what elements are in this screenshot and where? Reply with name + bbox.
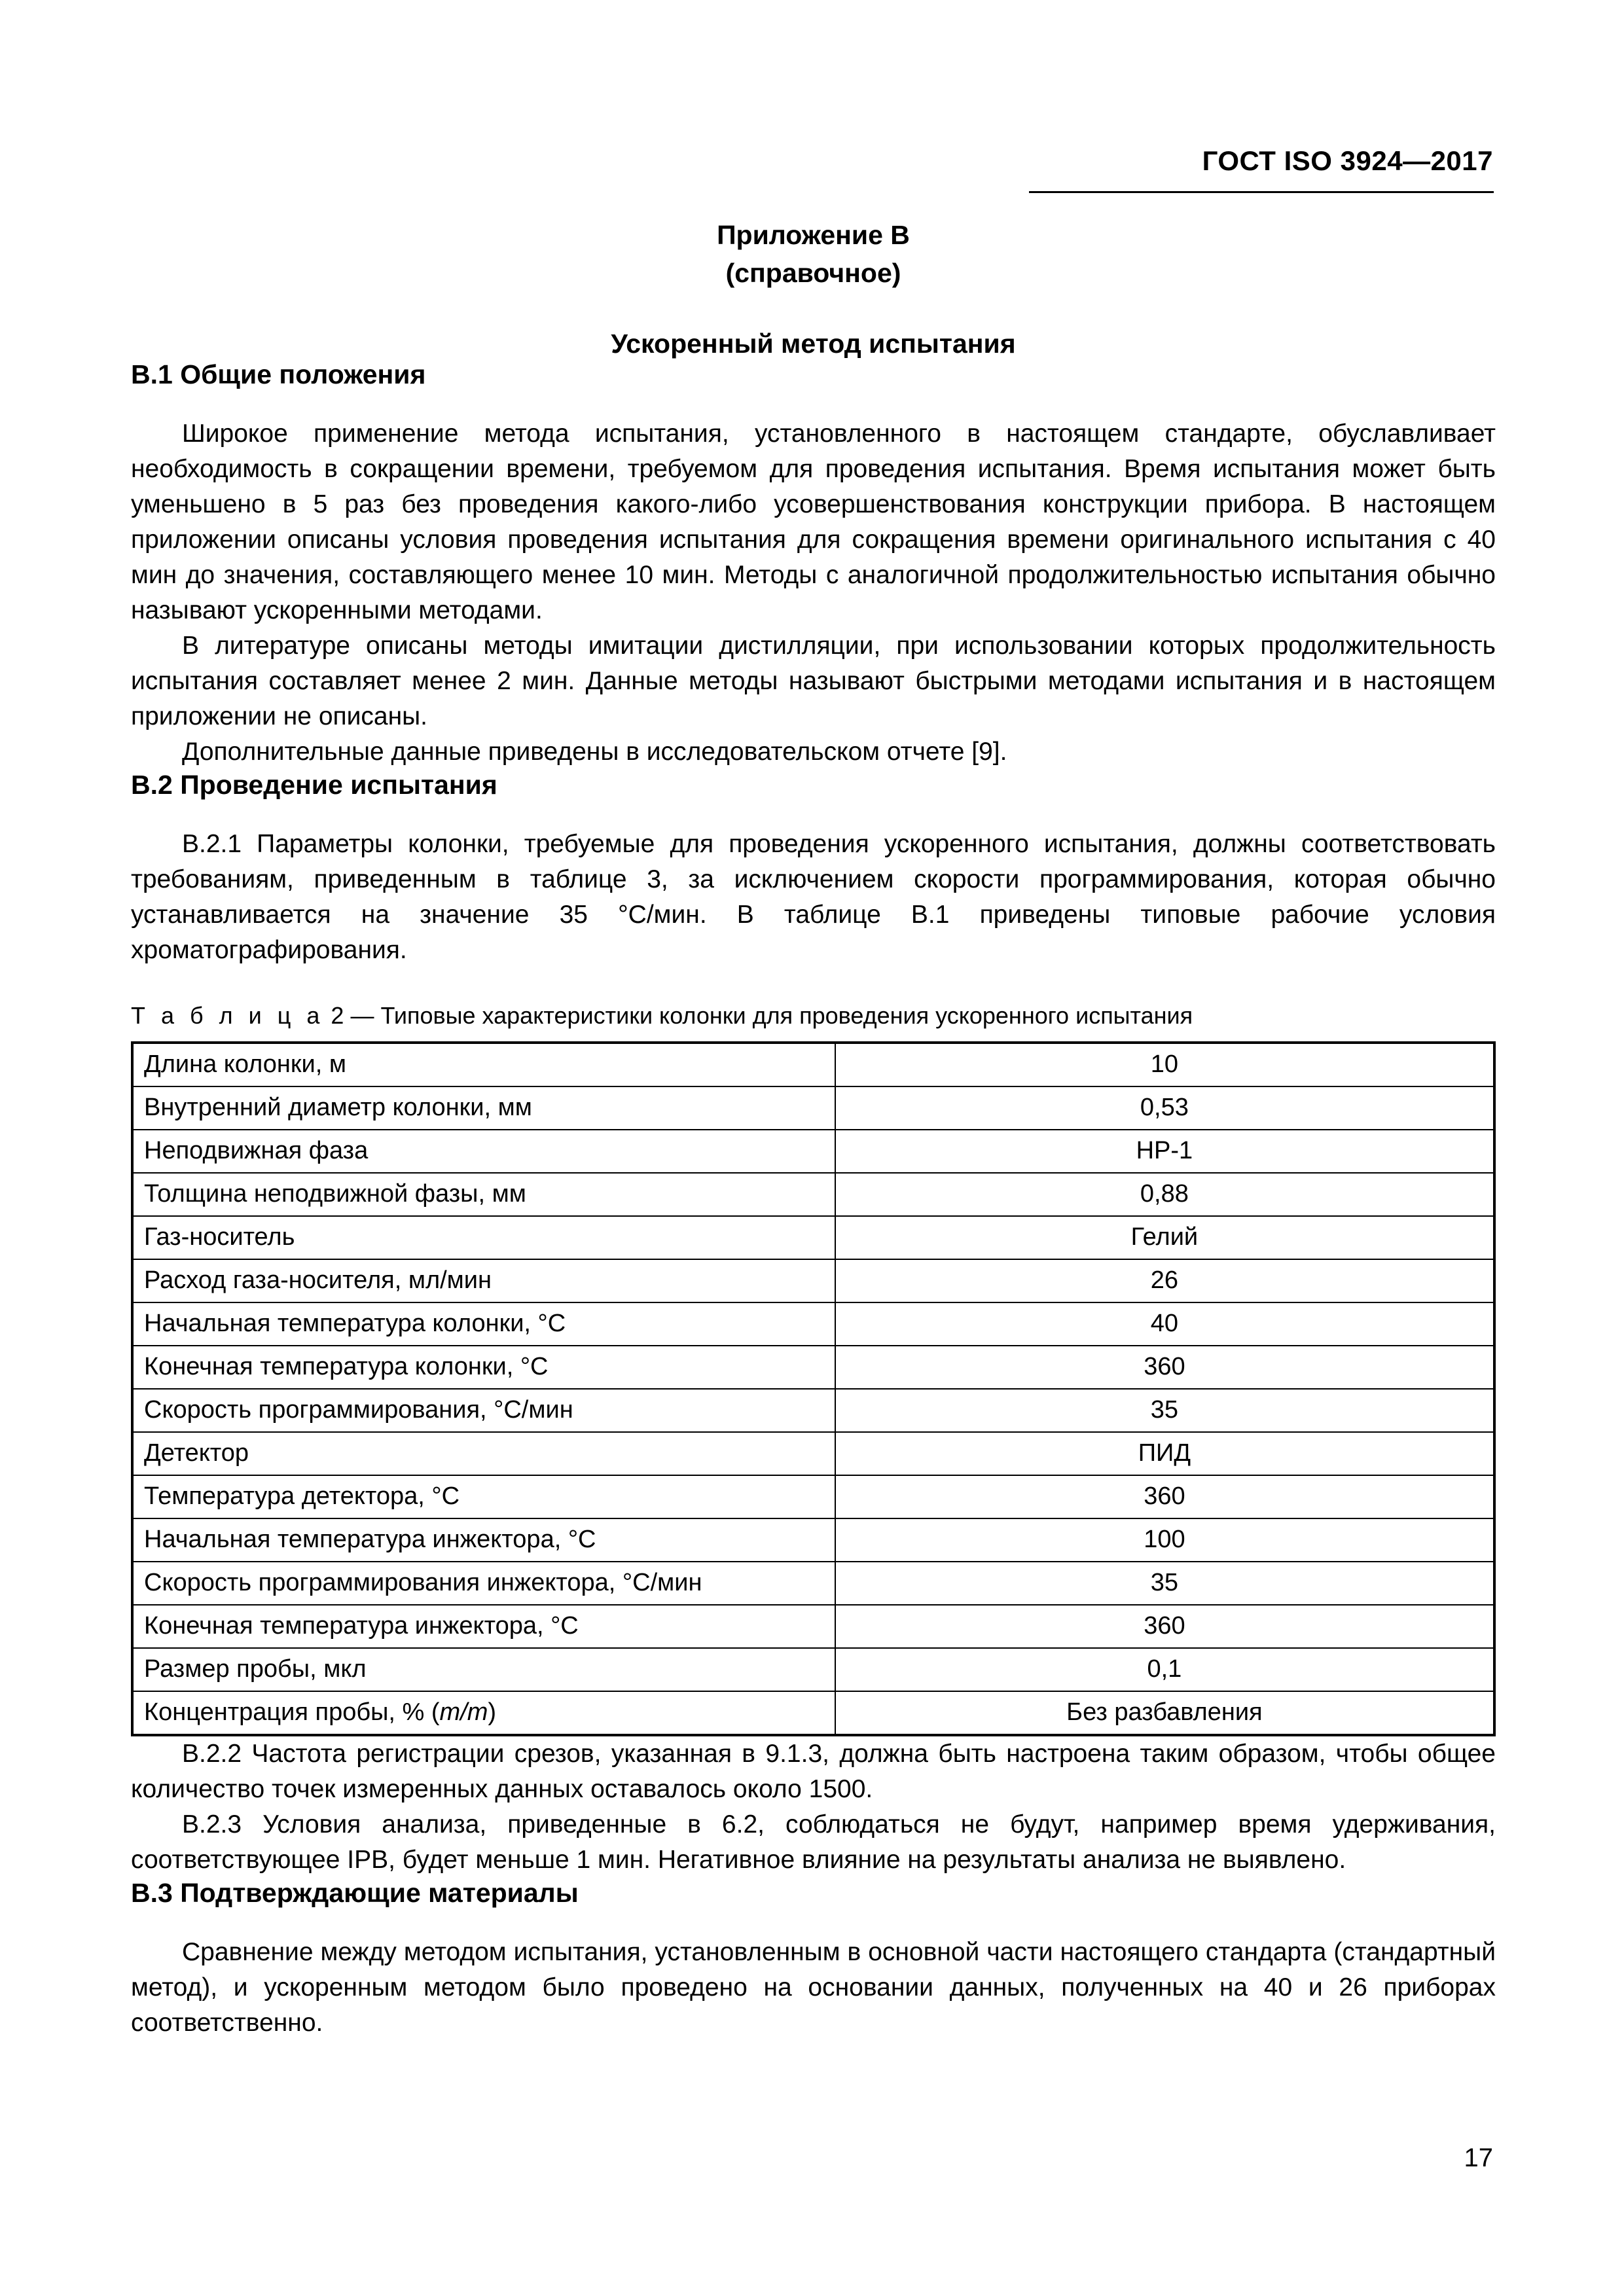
table-row — [132, 1605, 1494, 1648]
table-caption-dash: — — [350, 1002, 374, 1030]
table-row — [132, 1043, 1494, 1086]
row-parameter-value: НР-1 — [835, 1130, 1494, 1173]
header-rule — [1029, 191, 1494, 193]
row-parameter-name: Газ-носитель — [132, 1216, 835, 1259]
table-row — [132, 1086, 1494, 1130]
row-parameter-name: Размер пробы, мкл — [132, 1648, 835, 1691]
row-parameter-value: Гелий — [835, 1216, 1494, 1259]
column-parameters-table — [131, 1041, 1496, 1736]
annex-subject: Ускоренный метод испытания — [611, 329, 1016, 359]
paragraph-b1-2: В литературе описаны методы имитации дистилляции, при использовании которых продолжительность испытания составляет менее 2 мин. Данные методы называют быстрыми методами испытания и в настоящем приложении не описаны. — [131, 632, 1496, 731]
page-content — [131, 216, 1496, 2041]
row-parameter-value: 360 — [835, 1475, 1494, 1518]
table-row — [132, 1216, 1494, 1259]
row-parameter-name: Толщина неподвижной фазы, мм — [132, 1173, 835, 1216]
table-row — [132, 1302, 1494, 1346]
row-name-italic: m/m — [439, 1698, 488, 1726]
annex-title-line1: Приложение В — [717, 220, 910, 250]
table-row — [132, 1432, 1494, 1475]
table-row — [132, 1173, 1494, 1216]
table-row — [132, 1346, 1494, 1389]
table-caption-number: 2 — [331, 1002, 344, 1030]
table-row — [132, 1389, 1494, 1432]
table-row — [132, 1518, 1494, 1562]
paragraph-b1-1: Широкое применение метода испытания, установленного в настоящем стандарте, обуславливает необходимость в сокращении времени, требуемом для проведения испытания. Время испытания может быть уменьшено в 5 раз без проведения какого-либо усовершенствования конструкции прибора. В настоящем приложении описаны условия проведения испытания для сокращения времени оригинального испытания с 40 мин до значения, составляющего менее 10 мин. Методы с аналогичной продолжительностью испытания обычно называют ускоренными методами. — [131, 420, 1496, 625]
annex-title-line2: (справочное) — [725, 258, 901, 289]
row-parameter-value: 360 — [835, 1605, 1494, 1648]
row-name-prefix: Концентрация пробы, % ( — [144, 1698, 440, 1726]
heading-b1: В.1 Общие положения — [131, 359, 426, 390]
paragraph-b3-1: Сравнение между методом испытания, установленным в основной части настоящего стандарта (стандартный метод), и ускоренным методом было проведено на основании данных, полученных на 40 и 26 приборах соответственно. — [131, 1938, 1496, 2037]
row-parameter-name: Скорость программирования, °С/мин — [132, 1389, 835, 1432]
table-row — [132, 1259, 1494, 1302]
row-parameter-name: Конечная температура колонки, °С — [132, 1346, 835, 1389]
table-caption-label: Т а б л и ц а — [131, 1002, 325, 1030]
row-parameter-value: ПИД — [835, 1432, 1494, 1475]
row-parameter-value: 0,1 — [835, 1648, 1494, 1691]
row-parameter-name — [132, 1691, 835, 1735]
running-head — [0, 145, 1493, 177]
row-parameter-name: Неподвижная фаза — [132, 1130, 835, 1173]
paragraph-b1-3: Дополнительные данные приведены в исследовательском отчете [9]. — [182, 738, 1007, 766]
row-parameter-value: 360 — [835, 1346, 1494, 1389]
row-parameter-value: Без разбавления — [835, 1691, 1494, 1735]
row-parameter-name: Детектор — [132, 1432, 835, 1475]
row-parameter-value: 40 — [835, 1302, 1494, 1346]
paragraph-b2-3: В.2.3 Условия анализа, приведенные в 6.2, соблюдаться не будут, например время удерживания, соответствующее IPB, будет меньше 1 мин. Негативное влияние на результаты анализа не выявлено. — [131, 1810, 1496, 1874]
table-body — [132, 1043, 1494, 1735]
row-parameter-value: 35 — [835, 1389, 1494, 1432]
table-row — [132, 1475, 1494, 1518]
paragraph-b2-1: В.2.1 Параметры колонки, требуемые для проведения ускоренного испытания, должны соответствовать требованиям, приведенным в таблице 3, за исключением скорости программирования, которая обычно устанавливается на значение 35 °С/мин. В таблице В.1 приведены типовые рабочие условия хроматографирования. — [131, 830, 1496, 965]
row-parameter-name: Длина колонки, м — [132, 1043, 835, 1086]
row-name-suffix: ) — [488, 1698, 497, 1726]
row-parameter-value: 0,88 — [835, 1173, 1494, 1216]
table-row — [132, 1562, 1494, 1605]
table-caption-text: Типовые характеристики колонки для проведения ускоренного испытания — [380, 1002, 1193, 1030]
annex-title — [131, 216, 1496, 292]
row-parameter-value: 10 — [835, 1043, 1494, 1086]
row-parameter-value: 26 — [835, 1259, 1494, 1302]
row-parameter-value: 0,53 — [835, 1086, 1494, 1130]
row-parameter-name: Скорость программирования инжектора, °С/мин — [132, 1562, 835, 1605]
table-row — [132, 1691, 1494, 1735]
heading-b2: В.2 Проведение испытания — [131, 770, 497, 800]
table-row — [132, 1648, 1494, 1691]
row-parameter-name: Расход газа-носителя, мл/мин — [132, 1259, 835, 1302]
table-row — [132, 1130, 1494, 1173]
row-parameter-name: Начальная температура колонки, °С — [132, 1302, 835, 1346]
standard-id: ГОСТ ISO 3924—2017 — [1202, 145, 1493, 176]
row-parameter-name: Конечная температура инжектора, °С — [132, 1605, 835, 1648]
row-parameter-name: Внутренний диаметр колонки, мм — [132, 1086, 835, 1130]
row-parameter-name: Температура детектора, °С — [132, 1475, 835, 1518]
row-parameter-name: Начальная температура инжектора, °С — [132, 1518, 835, 1562]
page-number: 17 — [1464, 2144, 1493, 2172]
table-caption — [131, 1002, 1496, 1030]
paragraph-b2-2: В.2.2 Частота регистрации срезов, указанная в 9.1.3, должна быть настроена таким образом, чтобы общее количество точек измеренных данных оставалось около 1500. — [131, 1740, 1496, 1804]
row-parameter-value: 35 — [835, 1562, 1494, 1605]
heading-b3: В.3 Подтверждающие материалы — [131, 1878, 579, 1909]
row-parameter-value: 100 — [835, 1518, 1494, 1562]
